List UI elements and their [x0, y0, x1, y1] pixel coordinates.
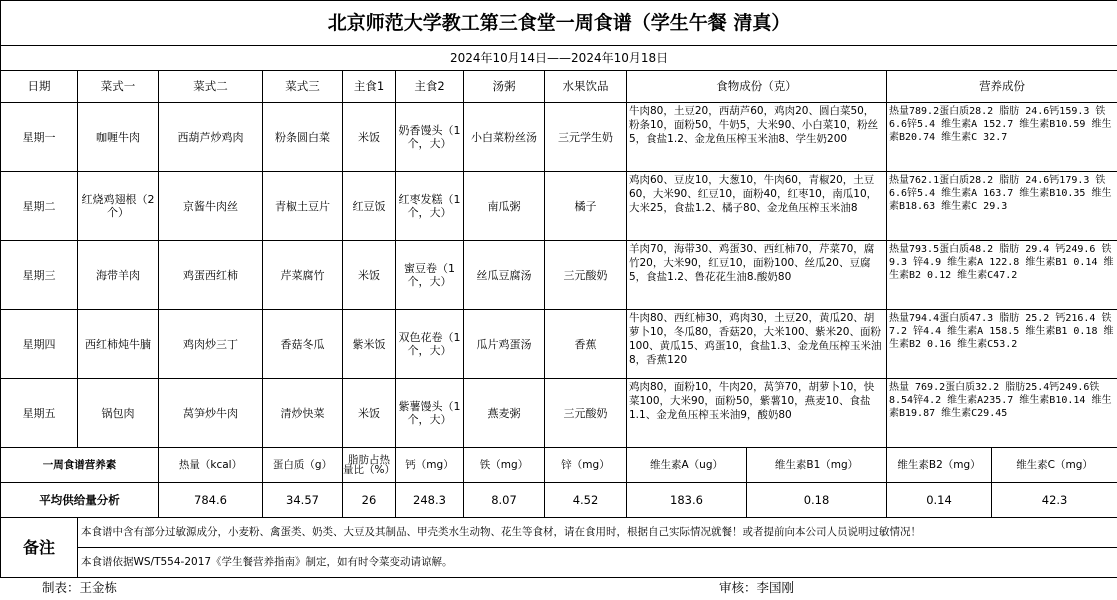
- staple1-cell: 米饭: [343, 379, 396, 448]
- staple1-cell: 紫米饭: [343, 310, 396, 379]
- average-label: 平均供给量分析: [1, 483, 159, 518]
- average-value: 0.18: [747, 483, 887, 518]
- fruit-cell: 三元学生奶: [545, 103, 627, 172]
- notes-label: 备注: [1, 518, 78, 578]
- nutrient-fat-header: 脂肪占热量比（%）: [343, 448, 396, 483]
- staple2-cell: 紫薯馒头（1个，大）: [396, 379, 464, 448]
- header-dish2: 菜式二: [159, 71, 263, 103]
- header-ingredients: 食物成份（克）: [627, 71, 887, 103]
- soup-cell: 燕麦粥: [464, 379, 545, 448]
- nutrient-protein-header: 蛋白质（g）: [263, 448, 343, 483]
- ingredients-cell: 鸡肉60、豆皮10，大葱10，牛肉60，青椒20，土豆60，大米90、红豆10，面粉40，红枣10，南瓜10，大米25，食盐1.2、橘子80、金龙鱼压榨玉米油8: [627, 172, 887, 241]
- fruit-cell: 橘子: [545, 172, 627, 241]
- fruit-cell: 三元酸奶: [545, 241, 627, 310]
- average-value: 26: [343, 483, 396, 518]
- dish1-cell: 咖喱牛肉: [78, 103, 159, 172]
- date-range: 2024年10月14日——2024年10月18日: [1, 46, 1117, 71]
- dish1-cell: 西红柿炖牛腩: [78, 310, 159, 379]
- page-title: 北京师范大学教工第三食堂一周食谱（学生午餐 清真）: [1, 1, 1117, 46]
- day-label: 星期三: [1, 241, 78, 310]
- notes-row-1: [1, 518, 1117, 548]
- dish3-cell: 粉条圆白菜: [263, 103, 343, 172]
- header-dish1: 菜式一: [78, 71, 159, 103]
- day-row-friday: [1, 379, 1117, 448]
- nutrition-cell: 热量762.1蛋白质28.2 脂肪 24.6钙179.3 铁6.6锌5.4 维生素A 163.7 维生素B10.35 维生素B18.63 维生素C 29.3: [887, 172, 1117, 241]
- header-date: 日期: [1, 71, 78, 103]
- dish2-cell: 鸡蛋西红柿: [159, 241, 263, 310]
- staple2-cell: 双色花卷（1个，大）: [396, 310, 464, 379]
- header-row: [1, 71, 1117, 103]
- ingredients-cell: 牛肉80、西红柿30，鸡肉30，土豆20，黄瓜20、胡萝卜10，冬瓜80，香菇20，大米100、紫米20、面粉100、黄瓜15、鸡蛋10，食盐1.3、金龙鱼压榨玉米油8，香蕉120: [627, 310, 887, 379]
- signature-spacer: [159, 578, 627, 597]
- staple2-cell: 蜜豆卷（1个，大）: [396, 241, 464, 310]
- reviewer-signature: 审核：李国刚: [718, 579, 794, 595]
- nutrient-zinc-header: 锌（mg）: [545, 448, 627, 483]
- signature-row: [1, 578, 1117, 597]
- day-row-wednesday: [1, 241, 1117, 310]
- staple1-cell: 米饭: [343, 241, 396, 310]
- header-staple2: 主食2: [396, 71, 464, 103]
- dish3-cell: 香菇冬瓜: [263, 310, 343, 379]
- average-value: 0.14: [887, 483, 992, 518]
- header-nutrition: 营养成份: [887, 71, 1117, 103]
- signature-spacer: [887, 578, 1117, 597]
- average-value: 4.52: [545, 483, 627, 518]
- standard-note: 本食谱依据WS/T554-2017《学生餐营养指南》制定，如有时令菜变动请谅解。: [78, 548, 1117, 578]
- dish2-cell: 鸡肉炒三丁: [159, 310, 263, 379]
- day-label: 星期二: [1, 172, 78, 241]
- day-row-monday: [1, 103, 1117, 172]
- dish2-cell: 莴笋炒牛肉: [159, 379, 263, 448]
- fruit-cell: 香蕉: [545, 310, 627, 379]
- nutrient-header-row: [1, 448, 1117, 483]
- day-label: 星期四: [1, 310, 78, 379]
- day-row-thursday: [1, 310, 1117, 379]
- average-row: [1, 483, 1117, 518]
- ingredients-cell: 牛肉80，土豆20，西葫芦60，鸡肉20、圆白菜50，粉条10，面粉50，牛奶5，大米90、小白菜10，粉丝5，食盐1.2、金龙鱼压榨玉米油8、学生奶200: [627, 103, 887, 172]
- header-fruit: 水果饮品: [545, 71, 627, 103]
- header-staple1: 主食1: [343, 71, 396, 103]
- header-soup: 汤粥: [464, 71, 545, 103]
- day-label: 星期五: [1, 379, 78, 448]
- allergen-note: 本食谱中含有部分过敏源成分，小麦粉、禽蛋类、奶类、大豆及其制品、甲壳类水生动物、花生等食材，请在食用时，根据自己实际情况就餐！或者提前向本公司人员说明过敏情况！: [78, 518, 1117, 548]
- average-value: 34.57: [263, 483, 343, 518]
- notes-row-2: [1, 548, 1117, 578]
- average-value: 183.6: [627, 483, 747, 518]
- nutrition-cell: 热量789.2蛋白质28.2 脂肪 24.6钙159.3 铁6.6锌5.4 维生素A 152.7 维生素B10.59 维生素B20.74 维生素C 32.7: [887, 103, 1117, 172]
- nutrition-cell: 热量 769.2蛋白质32.2 脂肪25.4钙249.6铁8.54锌4.2 维生素A235.7 维生素B10.14 维生素B19.87 维生素C29.45: [887, 379, 1117, 448]
- nutrition-cell: 热量794.4蛋白质47.3 脂肪 25.2 钙216.4 铁7.2 锌4.4 维生素A 158.5 维生素B1 0.18 维生素B2 0.16 维生素C53.2: [887, 310, 1117, 379]
- staple1-cell: 红豆饭: [343, 172, 396, 241]
- nutrient-calcium-header: 钙（mg）: [396, 448, 464, 483]
- dish3-cell: 清炒快菜: [263, 379, 343, 448]
- dish2-cell: 京酱牛肉丝: [159, 172, 263, 241]
- soup-cell: 丝瓜豆腐汤: [464, 241, 545, 310]
- ingredients-cell: 鸡肉80，面粉10，牛肉20，莴笋70，胡萝卜10，快菜100，大米90，面粉50，紫薯10，燕麦10、食盐1.1、金龙鱼压榨玉米油9，酸奶80: [627, 379, 887, 448]
- soup-cell: 瓜片鸡蛋汤: [464, 310, 545, 379]
- header-dish3: 菜式三: [263, 71, 343, 103]
- average-value: 248.3: [396, 483, 464, 518]
- dish1-cell: 红烧鸡翅根（2个）: [78, 172, 159, 241]
- staple2-cell: 奶香馒头（1个，大）: [396, 103, 464, 172]
- dish1-cell: 海带羊肉: [78, 241, 159, 310]
- nutrition-cell: 热量793.5蛋白质48.2 脂肪 29.4 钙249.6 铁9.3 锌4.9 维生素A 122.8 维生素B1 0.14 维生素B2 0.12 维生素C47.2: [887, 241, 1117, 310]
- nutrient-vitc-header: 维生素C（mg）: [992, 448, 1117, 483]
- dish1-cell: 锅包肉: [78, 379, 159, 448]
- fruit-cell: 三元酸奶: [545, 379, 627, 448]
- nutrient-vitb2-header: 维生素B2（mg）: [887, 448, 992, 483]
- day-label: 星期一: [1, 103, 78, 172]
- dish3-cell: 青椒土豆片: [263, 172, 343, 241]
- day-row-tuesday: [1, 172, 1117, 241]
- soup-cell: 南瓜粥: [464, 172, 545, 241]
- nutrient-vita-header: 维生素A（ug）: [627, 448, 747, 483]
- dish2-cell: 西葫芦炒鸡肉: [159, 103, 263, 172]
- average-value: 784.6: [159, 483, 263, 518]
- soup-cell: 小白菜粉丝汤: [464, 103, 545, 172]
- nutrient-iron-header: 铁（mg）: [464, 448, 545, 483]
- ingredients-cell: 羊肉70，海带30、鸡蛋30、西红柿70，芹菜70，腐竹20，大米90，红豆10，面粉100、丝瓜20、豆腐5，食盐1.2、鲁花花生油8.酸奶80: [627, 241, 887, 310]
- nutrient-header-label: 一周食谱营养素: [1, 448, 159, 483]
- nutrient-energy-header: 热量（kcal）: [159, 448, 263, 483]
- average-value: 42.3: [992, 483, 1117, 518]
- staple1-cell: 米饭: [343, 103, 396, 172]
- maker-signature: 制表：王金栋: [41, 579, 117, 595]
- dish3-cell: 芹菜腐竹: [263, 241, 343, 310]
- nutrient-vitb1-header: 维生素B1（mg）: [747, 448, 887, 483]
- staple2-cell: 红枣发糕（1个，大）: [396, 172, 464, 241]
- average-value: 8.07: [464, 483, 545, 518]
